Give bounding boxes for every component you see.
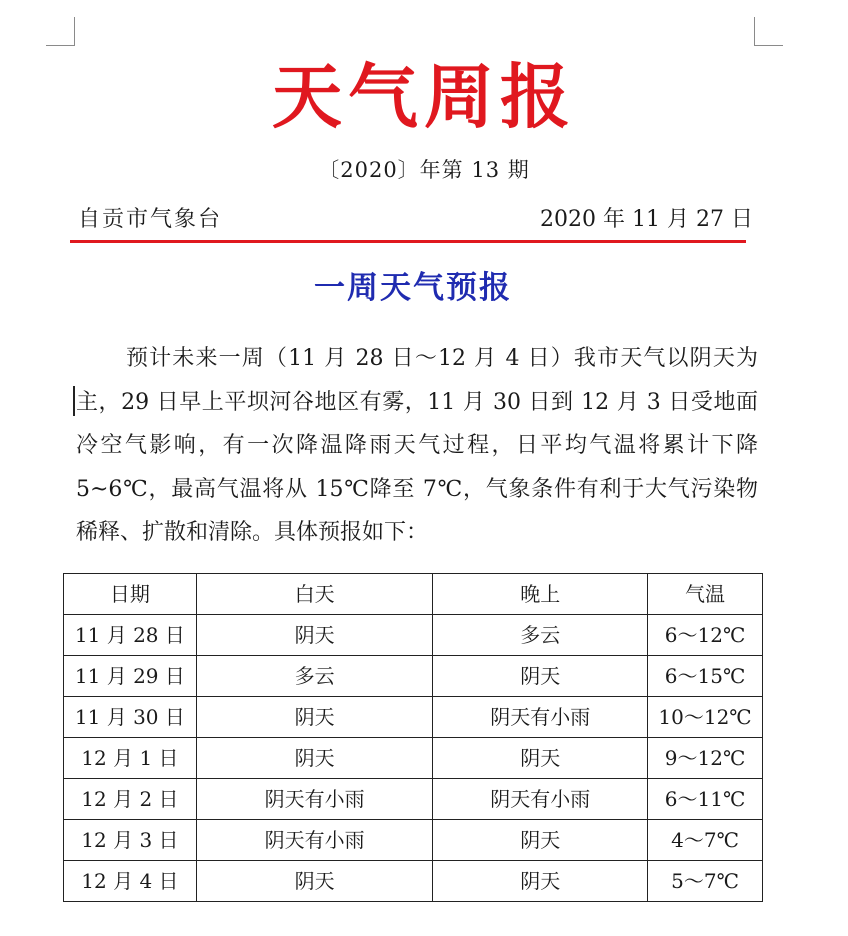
cell-temperature: 6～15℃ <box>648 656 763 697</box>
forecast-summary-paragraph[interactable]: 预计未来一周（11 月 28 日～12 月 4 日）我市天气以阴天为主，29 日早上平坝河谷地区有雾，11 月 30 日到 12 月 3 日受地面冷空气影响，有一次降温降雨天气过程，日平均气温将累计下降 5~6℃，最高气温将从 15℃降至 7℃，气象条件有利于大气污染物稀释、扩散和清除。具体预报如下： <box>76 346 758 545</box>
header-night: 晚上 <box>433 574 648 615</box>
cell-date: 11 月 30 日 <box>64 697 197 738</box>
cell-date: 11 月 29 日 <box>64 656 197 697</box>
cell-date: 12 月 2 日 <box>64 779 197 820</box>
cell-temperature: 6～12℃ <box>648 615 763 656</box>
cell-daytime: 阴天 <box>196 738 433 779</box>
table-row <box>64 779 763 820</box>
cell-daytime: 阴天 <box>196 861 433 902</box>
table-row <box>64 820 763 861</box>
cell-date: 11 月 28 日 <box>64 615 197 656</box>
table-row <box>64 697 763 738</box>
cell-temperature: 9～12℃ <box>648 738 763 779</box>
cell-night: 阴天 <box>433 738 648 779</box>
cell-date: 12 月 3 日 <box>64 820 197 861</box>
header-daytime: 白天 <box>196 574 433 615</box>
cell-daytime: 阴天有小雨 <box>196 820 433 861</box>
cell-temperature: 10～12℃ <box>648 697 763 738</box>
cell-daytime: 阴天有小雨 <box>196 779 433 820</box>
cell-temperature: 4～7℃ <box>648 820 763 861</box>
section-title: 一周天气预报 <box>314 270 512 306</box>
cell-night: 阴天有小雨 <box>433 697 648 738</box>
cell-night: 阴天 <box>433 861 648 902</box>
header-temperature: 气温 <box>648 574 763 615</box>
table-header-row <box>64 574 763 615</box>
text-cursor <box>73 386 75 416</box>
table-row <box>64 738 763 779</box>
table-row <box>64 656 763 697</box>
page-corner-mark-top-left <box>46 17 75 46</box>
issue-number: 〔2020〕年第 13 期 <box>318 158 530 182</box>
cell-daytime: 阴天 <box>196 697 433 738</box>
cell-temperature: 6～11℃ <box>648 779 763 820</box>
page-corner-mark-top-right <box>754 17 783 46</box>
cell-date: 12 月 1 日 <box>64 738 197 779</box>
cell-night: 阴天 <box>433 656 648 697</box>
issue-date: 2020 年 11 月 27 日 <box>540 207 753 232</box>
cell-date: 12 月 4 日 <box>64 861 197 902</box>
cell-daytime: 多云 <box>196 656 433 697</box>
cell-temperature: 5～7℃ <box>648 861 763 902</box>
table-row <box>64 861 763 902</box>
cell-night: 阴天 <box>433 820 648 861</box>
forecast-table <box>63 573 763 902</box>
issuer-name: 自贡市气象台 <box>78 207 223 232</box>
header-divider <box>70 240 746 243</box>
report-title: 天气周报 <box>272 55 576 138</box>
header-date: 日期 <box>64 574 197 615</box>
cell-night: 多云 <box>433 615 648 656</box>
cell-daytime: 阴天 <box>196 615 433 656</box>
cell-night: 阴天有小雨 <box>433 779 648 820</box>
table-row <box>64 615 763 656</box>
